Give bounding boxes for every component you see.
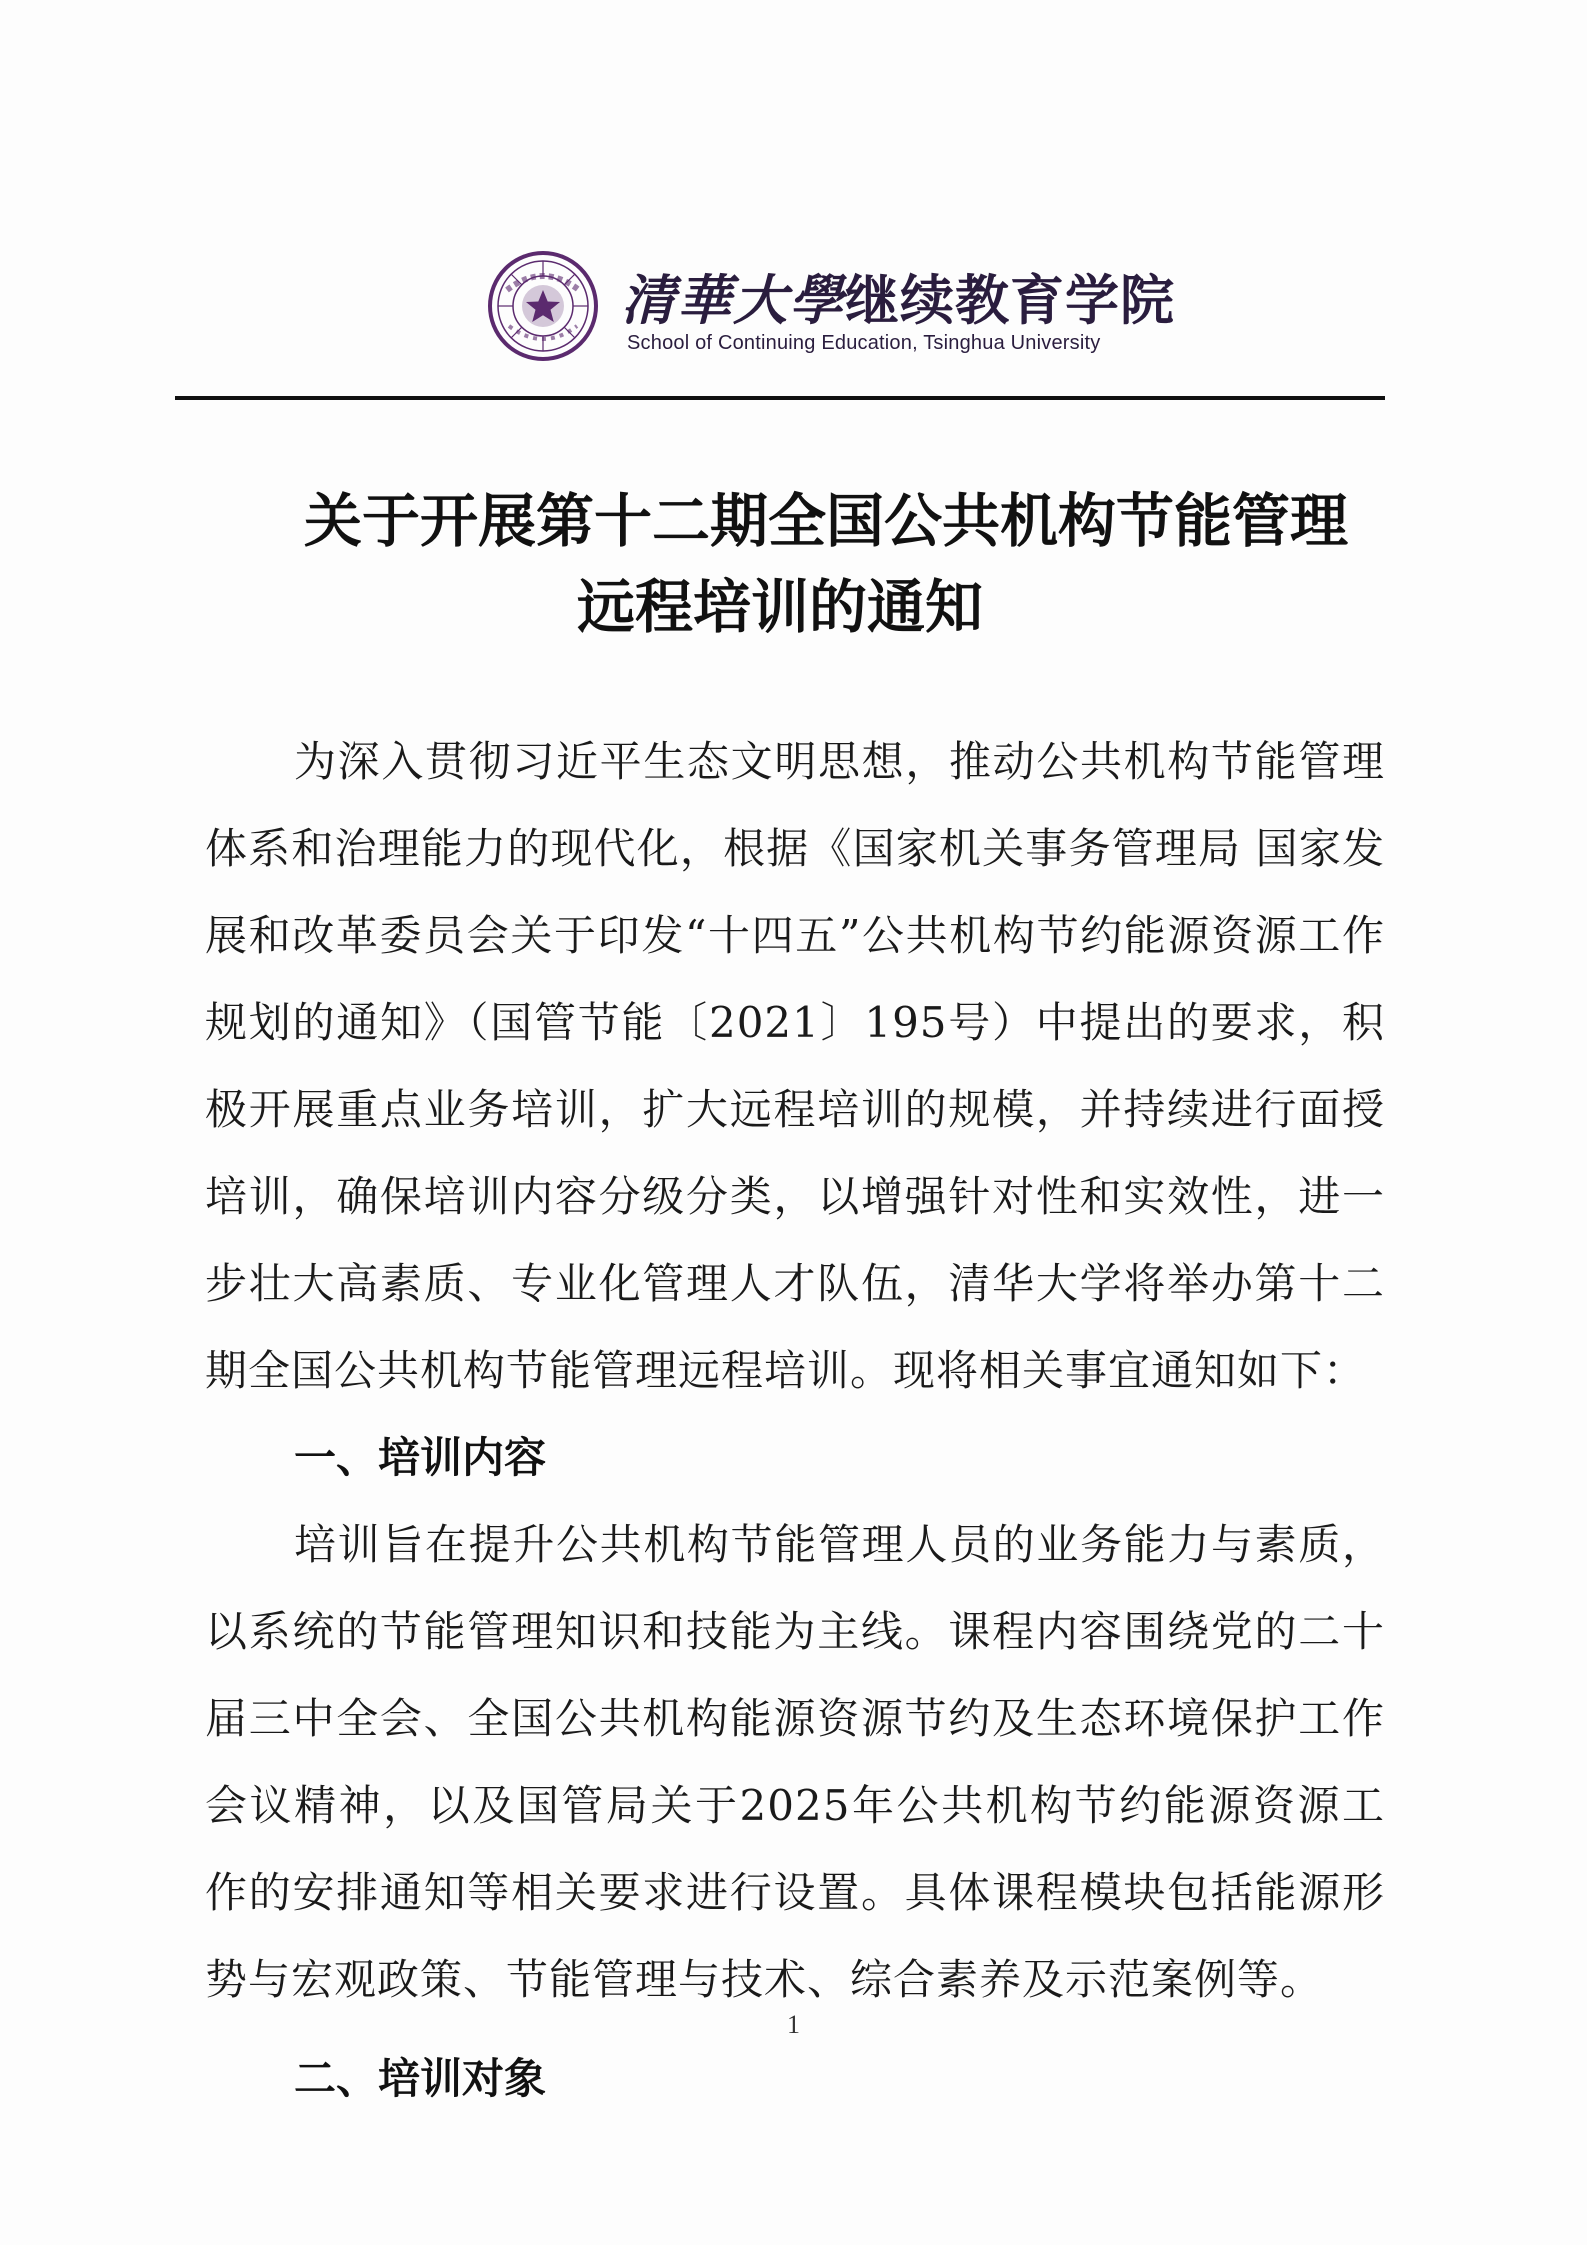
- page-number: 1: [787, 2010, 800, 2039]
- letterhead-name: [621, 258, 1175, 335]
- school-name-cn: 继续教育学院: [845, 269, 1175, 332]
- title-line-1: 关于开展第十二期全国公共机构节能管理: [303, 487, 1348, 555]
- title-line-2: 远程培训的通知: [576, 573, 983, 641]
- document-body: [205, 718, 1385, 2122]
- tsinghua-seal-icon: [487, 250, 599, 362]
- school-name-en: School of Continuing Education, Tsinghua University: [627, 332, 1101, 354]
- intro-paragraph: 为深入贯彻习近平生态文明思想，推动公共机构节能管理体系和治理能力的现代化，根据《国家机关事务管理局 国家发展和改革委员会关于印发“十四五”公共机构节约能源资源工作规划的通知》（国管节能〔2021〕195号）中提出的要求，积极开展重点业务培训，扩大远程培训的规模，并持续进行面授培训，确保培训内容分级分类，以增强针对性和实效性，进一步壮大高素质、专业化管理人才队伍，清华大学将举办第十二期全国公共机构节能管理远程培训。现将相关事宜通知如下：: [205, 737, 1385, 1395]
- header-rule: [175, 396, 1385, 400]
- letterhead: [487, 248, 1175, 366]
- section-1-heading: 一、培训内容: [294, 1433, 547, 1482]
- document-title: [175, 478, 1385, 650]
- university-name-calligraphy: 清華大學: [621, 268, 845, 332]
- section-1-paragraph: 培训旨在提升公共机构节能管理人员的业务能力与素质，以系统的节能管理知识和技能为主线。课程内容围绕党的二十届三中全会、全国公共机构能源资源节约及生态环境保护工作会议精神，以及国管局关于2025年公共机构节约能源资源工作的安排通知等相关要求进行设置。具体课程模块包括能源形势与宏观政策、节能管理与技术、综合素养及示范案例等。: [205, 1520, 1385, 2004]
- section-2-heading: 二、培训对象: [294, 2054, 547, 2103]
